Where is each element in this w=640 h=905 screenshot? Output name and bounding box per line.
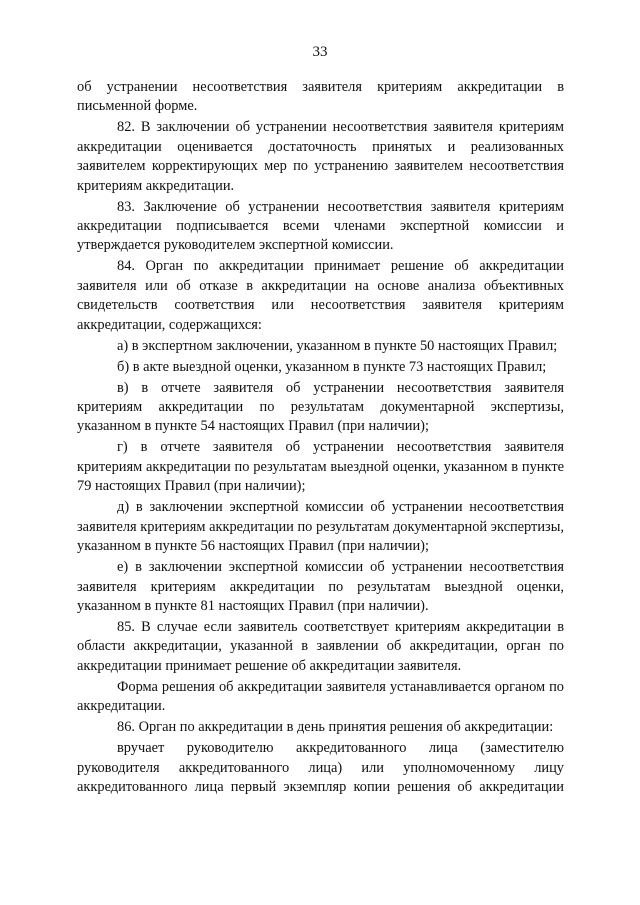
paragraph-83: 83. Заключение об устранении несоответствия заявителя критериям аккредитации подписывается всеми членами экспертной комиссии и утверждается руководителем экспертной комиссии.	[77, 198, 564, 254]
paragraph-85: 85. В случае если заявитель соответствует критериям аккредитации в области аккредитации, указанной в заявлении об аккредитации, орган по аккредитации принимает решение об аккредитации заявителя.	[77, 618, 564, 674]
paragraph-84-f: е) в заключении экспертной комиссии об устранении несоответствия заявителя критериям аккредитации по результатам выездной оценки, указанном в пункте 81 настоящих Правил (при наличии).	[77, 559, 564, 614]
paragraph-continued: об устранении несоответствия заявителя критериям аккредитации в письменной форме.	[77, 79, 564, 115]
paragraph-84-d: г) в отчете заявителя об устранении несоответствия заявителя критериям аккредитации по результатам выездной оценки, указанном в пункте 79 настоящих Правил (при наличии);	[77, 439, 564, 495]
paragraph-84-e: д) в заключении экспертной комиссии об устранении несоответствия заявителя критериям аккредитации по результатам документарной экспертизы, указанном в пункте 56 настоящих Правил (при наличии);	[77, 499, 564, 555]
paragraph-84-b: б) в акте выездной оценки, указанном в пункте 73 настоящих Правил;	[117, 358, 547, 375]
paragraph-84-c: в) в отчете заявителя об устранении несоответствия заявителя критериям аккредитации по результатам документарной экспертизы, указанном в пункте 54 настоящих Правил (при наличии);	[77, 379, 564, 435]
paragraph-84: 84. Орган по аккредитации принимает решение об аккредитации заявителя или об отказе в аккредитации на основе анализа объективных свидетельств соответствия или несоответствия заявителя критериям аккредитации, содержащихся:	[77, 258, 564, 333]
paragraph-86-send: вручает руководителю аккредитованного лица (заместителю руководителя аккредитованного лица) или уполномоченному лицу аккредитованного лица первый экземпляр копии решения об аккредитации	[77, 740, 564, 795]
paragraph-86: 86. Орган по аккредитации в день принятия решения об аккредитации:	[117, 719, 554, 736]
paragraph-84-a: а) в экспертном заключении, указанном в пункте 50 настоящих Правил;	[117, 337, 558, 354]
page-number: 33	[312, 44, 328, 60]
paragraph-85-form: Форма решения об аккредитации заявителя устанавливается органом по аккредитации.	[77, 678, 564, 715]
paragraph-82: 82. В заключении об устранении несоответствия заявителя критериям аккредитации оценивается достаточность принятых и реализованных заявителем корректирующих мер по устранению заявителем несоответствия критериям аккредитации.	[77, 119, 564, 194]
document-body	[77, 78, 564, 799]
